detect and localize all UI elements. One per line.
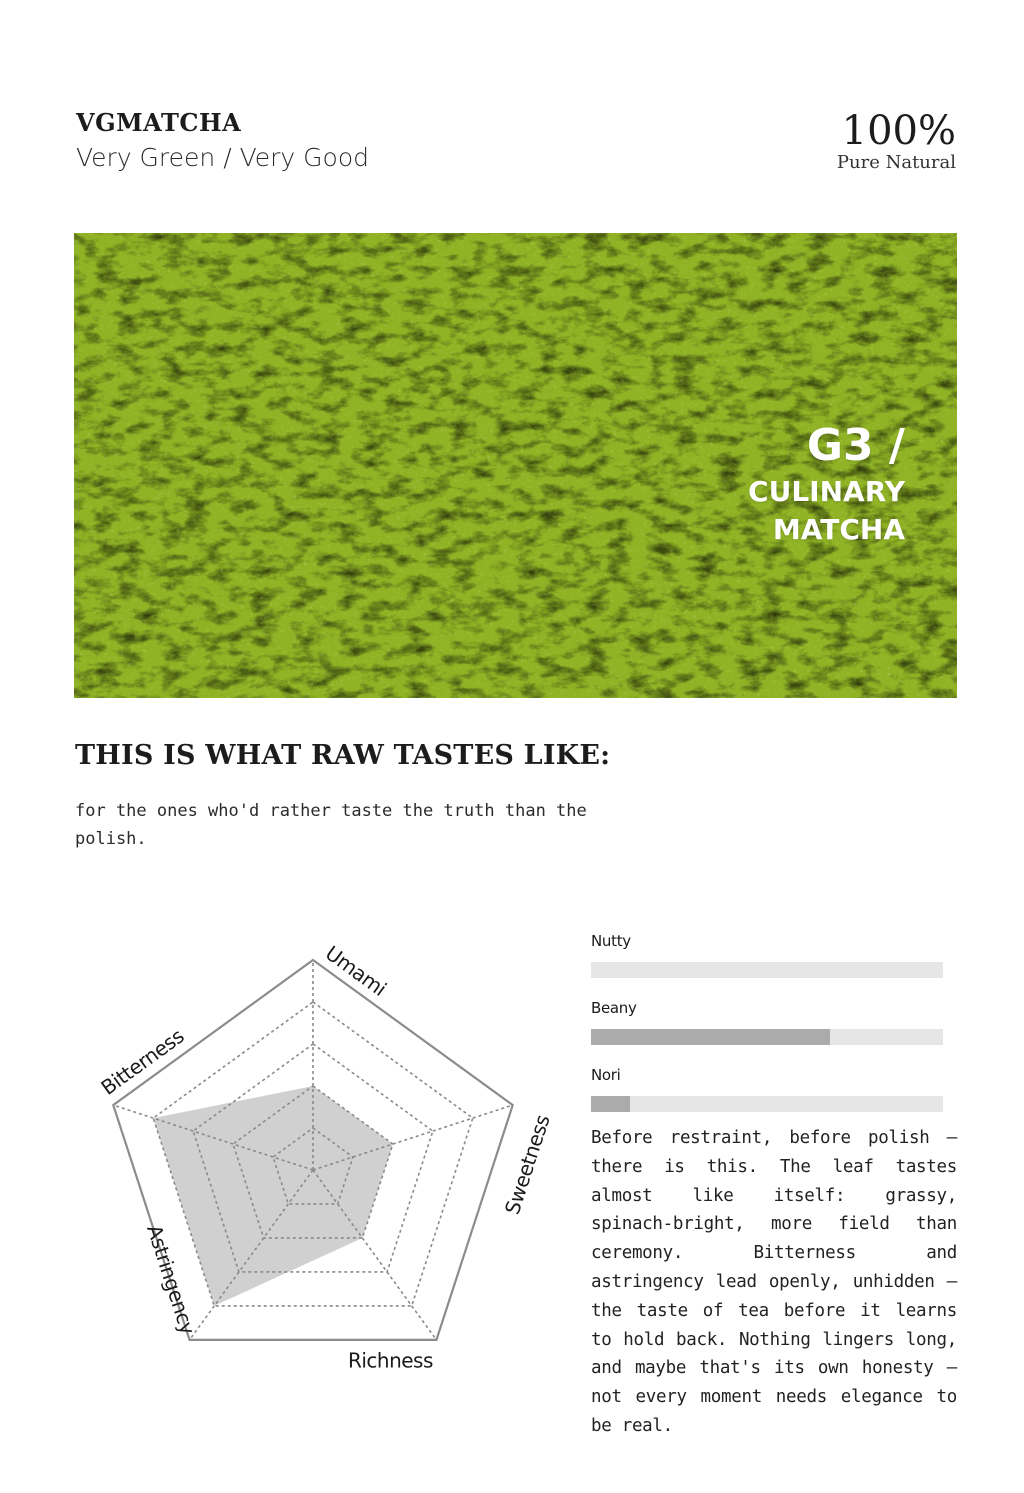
grade-code: G3 /	[806, 420, 905, 471]
flavor-notes-bars	[591, 932, 943, 1133]
flavor-bar-track	[591, 1029, 943, 1045]
grade-label	[748, 420, 905, 549]
flavor-bar-nori	[591, 1066, 943, 1112]
radar-axis-label-sweetness: Sweetness	[499, 1112, 555, 1218]
radar-axis-label-bitterness: Bitterness	[96, 1023, 189, 1100]
flavor-bar-beany	[591, 999, 943, 1045]
matcha-powder-image	[74, 233, 957, 698]
radar-axis-label-umami: Umami	[320, 940, 391, 1001]
flavor-bar-label: Nutty	[591, 932, 631, 950]
tasting-description: Before restraint, before polish — there is this. The leaf tastes almost like itself: grassy, spinach-bright, more field than ceremony. Bitterness and astringency lead openly, unhidden — the taste of tea before it learns to hold back. Nothing lingers long, and maybe that's its own honesty — not every moment needs elegance to be real.	[591, 1128, 957, 1436]
grade-name-line2: MATCHA	[772, 513, 905, 546]
grade-name	[748, 473, 905, 549]
section-headline: THIS IS WHAT RAW TASTES LIKE:	[75, 740, 611, 771]
brand-tagline: Very Green / Very Good	[76, 143, 369, 172]
flavor-bar-track	[591, 1096, 943, 1112]
brand-block	[76, 108, 369, 172]
radar-data-area	[153, 1086, 393, 1306]
flavor-bar-fill	[591, 1096, 630, 1112]
radar-axis-label-richness: Richness	[347, 1348, 433, 1373]
flavor-bar-fill	[591, 1029, 830, 1045]
flavor-bar-label: Nori	[591, 1066, 621, 1084]
flavor-bar-track	[591, 962, 943, 978]
section-subline: for the ones who'd rather taste the truth than the polish.	[75, 801, 587, 849]
purity-label: Pure Natural	[836, 152, 956, 173]
grade-name-line1: CULINARY	[748, 475, 905, 508]
flavor-bar-label: Beany	[591, 999, 637, 1017]
purity-percent: 100%	[841, 108, 956, 154]
brand-name: VGMATCHA	[76, 108, 242, 137]
taste-radar-chart	[60, 920, 560, 1390]
purity-block	[837, 108, 956, 173]
flavor-bar-nutty	[591, 932, 943, 978]
radar-axis-label-astringency: Astringency	[142, 1221, 200, 1338]
